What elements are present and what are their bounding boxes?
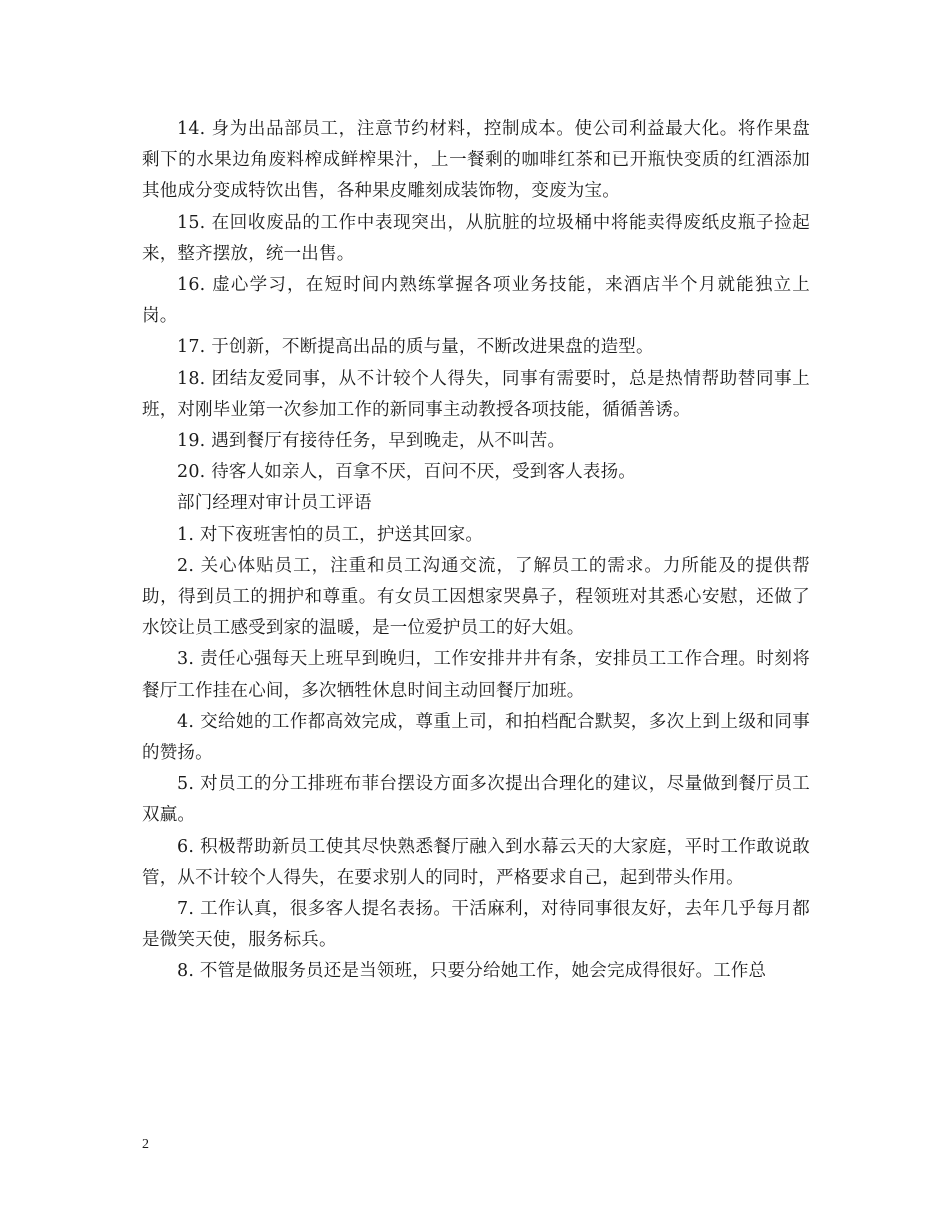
page-number: 2 (142, 1137, 149, 1152)
paragraph-item-3: 3. 责任心强每天上班早到晚归，工作安排井井有条，安排员工工作合理。时刻将餐厅工作挂在心间，多次牺牲休息时间主动回餐厅加班。 (142, 649, 810, 701)
section-heading: 部门经理对审计员工评语 (177, 493, 372, 514)
paragraph-item-1: 1. 对下夜班害怕的员工，护送其回家。 (177, 524, 484, 545)
paragraph-item-18: 18. 团结友爱同事，从不计较个人得失，同事有需要时，总是热情帮助替同事上班，对刚毕业第一次参加工作的新同事主动教授各项技能，循循善诱。 (142, 368, 810, 420)
paragraph-item-16: 16. 虚心学习，在短时间内熟练掌握各项业务技能，来酒店半个月就能独立上岗。 (142, 275, 810, 327)
paragraph-item-5: 5. 对员工的分工排班布菲台摆设方面多次提出合理化的建议，尽量做到餐厅员工双赢。 (142, 774, 810, 826)
paragraph-item-19: 19. 遇到餐厅有接待任务，早到晚走，从不叫苦。 (177, 431, 566, 452)
paragraph-item-6: 6. 积极帮助新员工使其尽快熟悉餐厅融入到水幕云天的大家庭，平时工作敢说敢管，从不计较个人得失，在要求别人的同时，严格要求自己，起到带头作用。 (142, 836, 810, 888)
paragraph-item-20: 20. 待客人如亲人，百拿不厌，百问不厌，受到客人表扬。 (177, 462, 636, 483)
paragraph-item-2: 2. 关心体贴员工，注重和员工沟通交流，了解员工的需求。力所能及的提供帮助，得到员工的拥护和尊重。有女员工因想家哭鼻子，程领班对其悉心安慰，还做了水饺让员工感受到家的温暖，是一位爱护员工的好大姐。 (142, 555, 810, 639)
paragraph-item-4: 4. 交给她的工作都高效完成，尊重上司，和拍档配合默契，多次上到上级和同事的赞扬。 (142, 711, 810, 764)
paragraph-item-17: 17. 于创新，不断提高出品的质与量，不断改进果盘的造型。 (177, 337, 654, 358)
document-body (142, 114, 810, 988)
paragraph-item-7: 7. 工作认真，很多客人提名表扬。干活麻利，对待同事很友好，去年几乎每月都是微笑天使，服务标兵。 (142, 899, 810, 951)
paragraph-item-14: 14. 身为出品部员工，注意节约材料，控制成本。使公司利益最大化。将作果盘剩下的水果边角废料榨成鲜榨果汁，上一餐剩的咖啡红茶和已开瓶快变质的红酒添加其他成分变成特饮出售，各种果皮雕刻成装饰物，变废为宝。 (142, 119, 810, 202)
paragraph-item-15: 15. 在回收废品的工作中表现突出，从肮脏的垃圾桶中将能卖得废纸皮瓶子捡起来，整齐摆放，统一出售。 (142, 212, 810, 264)
paragraph-item-8: 8. 不管是做服务员还是当领班，只要分给她工作，她会完成得很好。工作总 (177, 961, 767, 982)
